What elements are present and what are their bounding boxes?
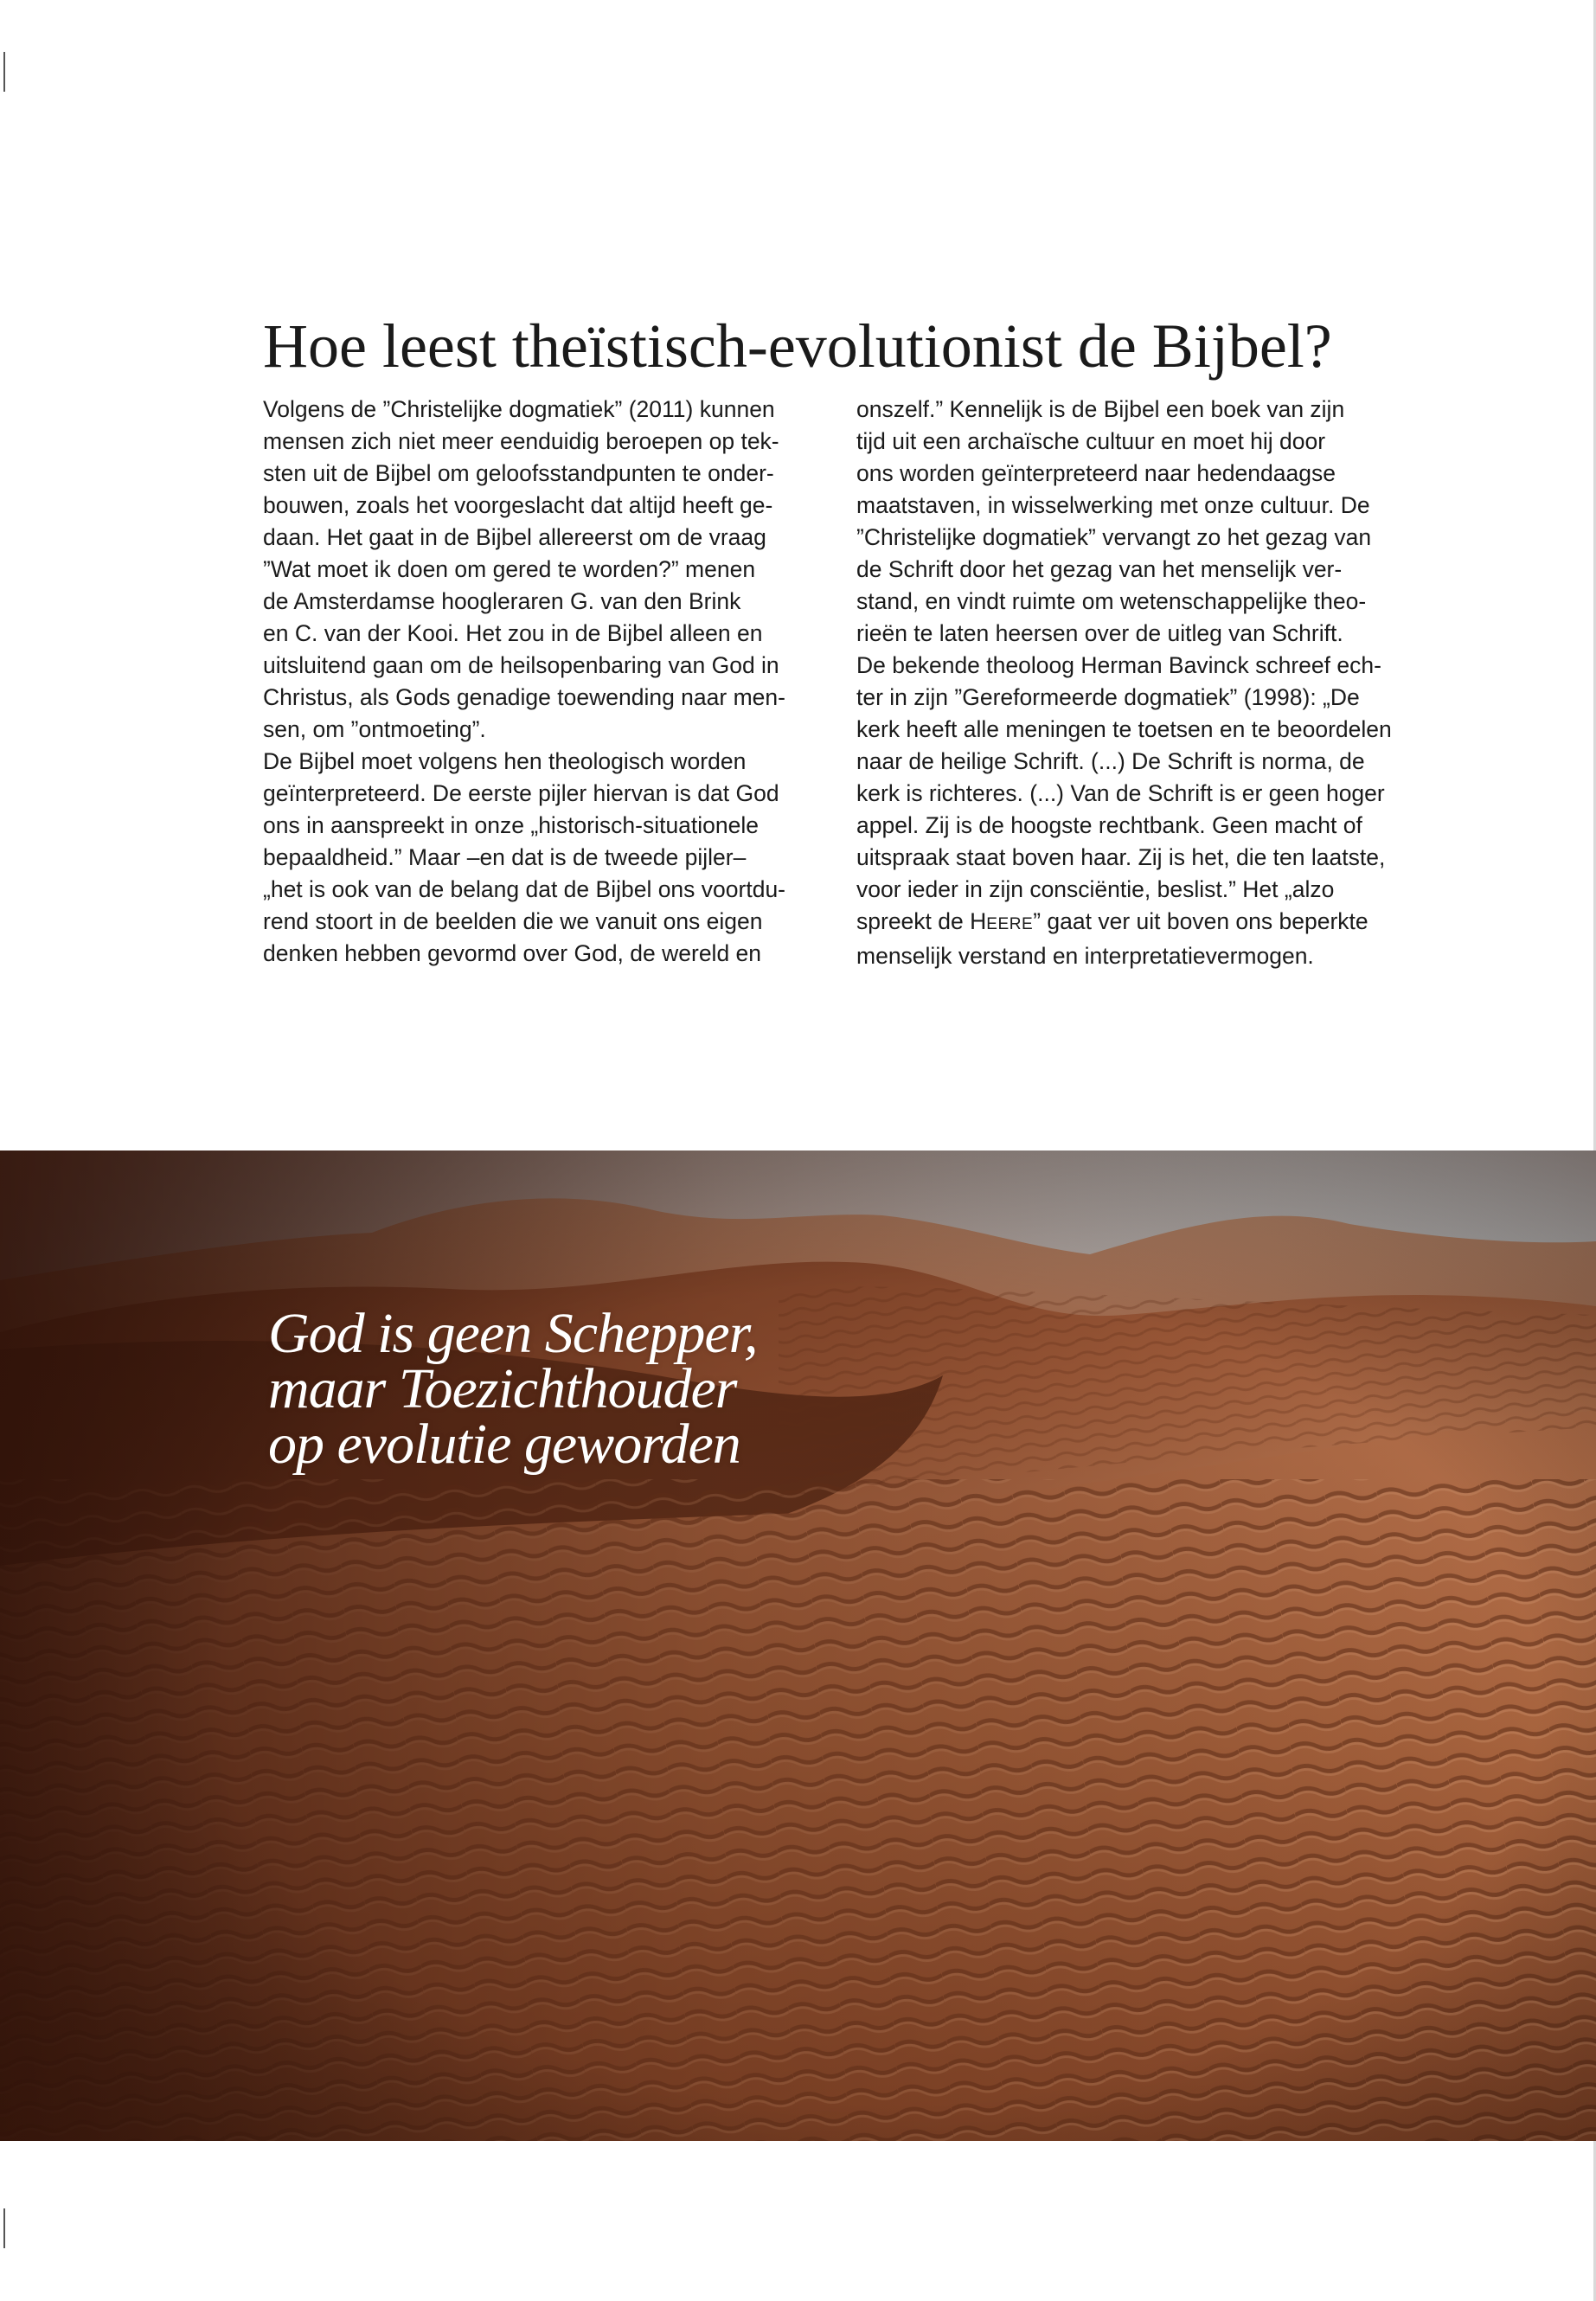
text-line: uitspraak staat boven haar. Zij is het, die ten laatste, [856,844,1386,870]
text-line: Volgens de ”Christelijke dogmatiek” (2011) kunnen [263,396,775,422]
text-line: maar Toezichthouder [268,1357,737,1420]
text-line: voor ieder in zijn consciëntie, beslist.” Het „alzo [856,876,1335,902]
crop-mark-top-left [3,52,5,92]
text-line: sen, om ”ontmoeting”. [263,716,486,742]
text-line: maatstaven, in wisselwerking met onze cultuur. De [856,492,1370,518]
text-line: God is geen Schepper, [268,1302,758,1365]
smallcaps-heere: EERE [986,915,1034,933]
text-line: rieën te laten heersen over de uitleg van Schrift. [856,620,1343,646]
text-line: „het is ook van de belang dat de Bijbel ons voortdu- [263,876,786,902]
text-line: ”Wat moet ik doen om gered te worden?” menen [263,556,756,582]
text-line: uitsluitend gaan om de heilsopenbaring van God in [263,652,779,678]
article-column-left [263,394,825,970]
text-line: sten uit de Bijbel om geloofsstandpunten te onder- [263,460,774,486]
text-line: de Amsterdamse hoogleraren G. van den Brink [263,588,741,614]
text-line: stand, en vindt ruimte om wetenschappelijke theo- [856,588,1367,614]
text-line: kerk heeft alle meningen te toetsen en te beoordelen [856,716,1392,742]
text-line: spreekt de HEERE” gaat ver uit boven ons beperkte [856,908,1368,934]
text-line: en C. van der Kooi. Het zou in de Bijbel alleen en [263,620,763,646]
text-line: op evolutie geworden [268,1413,740,1476]
text-line: De Bijbel moet volgens hen theologisch worden [263,748,747,774]
text-line: bouwen, zoals het voorgeslacht dat altijd heeft ge- [263,492,773,518]
text-line: daan. Het gaat in de Bijbel allereerst om de vraag [263,524,766,550]
text-line: ter in zijn ”Gereformeerde dogmatiek” (1998): „De [856,684,1360,710]
text-line: bepaaldheid.” Maar –en dat is de tweede pijler– [263,844,747,870]
text-line: onszelf.” Kennelijk is de Bijbel een boek van zijn [856,396,1345,422]
text-line: menselijk verstand en interpretatievermogen. [856,943,1314,969]
text-line: De bekende theoloog Herman Bavinck schreef ech- [856,652,1381,678]
text-line: kerk is richteres. (...) Van de Schrift is er geen hoger [856,780,1385,806]
text-line: denken hebben gevormd over God, de wereld en [263,940,762,966]
text-line: rend stoort in de beelden die we vanuit ons eigen [263,908,763,934]
text-line: ons in aanspreekt in onze „historisch-situationele [263,812,760,838]
text-line: ”Christelijke dogmatiek” vervangt zo het gezag van [856,524,1372,550]
text-line: tijd uit een archaïsche cultuur en moet hij door [856,428,1326,454]
text-line: geïnterpreteerd. De eerste pijler hiervan is dat God [263,780,779,806]
text-line: de Schrift door het gezag van het menselijk ver- [856,556,1343,582]
article-column-right [856,394,1419,972]
text-line: appel. Zij is de hoogste rechtbank. Geen macht of [856,812,1362,838]
crop-mark-bottom-left [3,2208,5,2248]
text-line: Christus, als Gods genadige toewending naar men- [263,684,785,710]
text-line: naar de heilige Schrift. (...) De Schrift is norma, de [856,748,1365,774]
text-line: ons worden geïnterpreteerd naar hedendaagse [856,460,1336,486]
pull-quote [268,1302,758,1476]
text-line: mensen zich niet meer eenduidig beroepen op tek- [263,428,779,454]
desert-dunes-photo [0,1150,1596,2141]
article-title: Hoe leest theïstisch-evolutionist de Bijbel? [263,311,1332,381]
